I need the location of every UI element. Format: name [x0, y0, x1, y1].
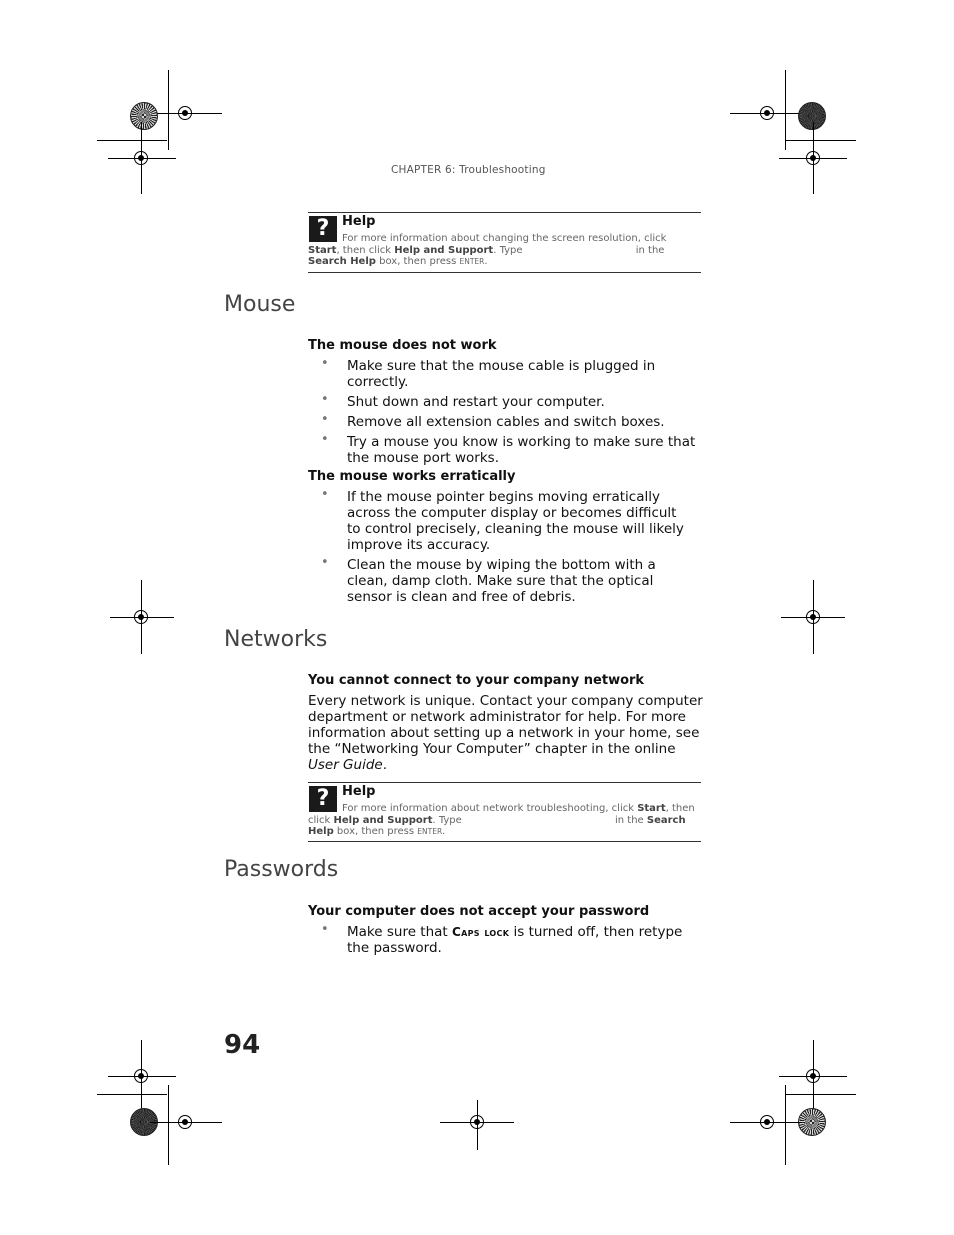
help-text: For more information about network troubleshooting, click Start, then click Help and Support. Type in the Search Help box, then press ENTER.	[308, 803, 695, 837]
subheading: The mouse does not work	[308, 338, 497, 353]
registration-mark-icon	[806, 610, 820, 624]
help-title: Help	[342, 214, 376, 229]
bullet-list	[308, 358, 708, 470]
help-box	[308, 782, 701, 842]
subheading: You cannot connect to your company network	[308, 673, 645, 688]
subheading: Your computer does not accept your password	[308, 904, 650, 919]
color-wheel-icon	[130, 102, 158, 130]
registration-mark-icon	[760, 1115, 774, 1129]
registration-mark-icon	[134, 610, 148, 624]
registration-mark-icon	[178, 106, 192, 120]
bullet-list	[308, 924, 708, 960]
caps-lock-key: Caps lock	[452, 925, 510, 939]
list-item: • Make sure that the mouse cable is plugged in correctly.	[308, 358, 708, 390]
running-head: CHAPTER 6: Troubleshooting	[391, 164, 546, 176]
list-item: • Make sure that Caps lock is turned off, then retype the password.	[308, 924, 708, 956]
section-heading-passwords: Passwords	[224, 857, 339, 882]
question-icon: ?	[309, 786, 337, 812]
list-item: • Shut down and restart your computer.	[308, 394, 708, 410]
registration-mark-icon	[178, 1115, 192, 1129]
list-item: • Remove all extension cables and switch boxes.	[308, 414, 708, 430]
registration-mark-icon	[134, 1069, 148, 1083]
registration-mark-icon	[760, 106, 774, 120]
help-box	[308, 212, 701, 273]
list-item: • If the mouse pointer begins moving erratically across the computer display or becomes difficult to control precisely, cleaning the mouse will likely improve its accuracy.	[308, 489, 708, 553]
page-number: 94	[224, 1030, 261, 1060]
paragraph: Every network is unique. Contact your company computer department or network administrator for help. For more information about setting up a network in your home, see the “Networking Your Computer” chapter in the online User Guide.	[308, 693, 703, 773]
question-icon: ?	[309, 216, 337, 242]
color-wheel-icon	[798, 102, 826, 130]
help-text: For more information about changing the screen resolution, click Start, then click Help and Support. Type in the Search Help box, then press ENTER.	[308, 233, 667, 267]
list-item: • Clean the mouse by wiping the bottom with a clean, damp cloth. Make sure that the optical sensor is clean and free of debris.	[308, 557, 708, 605]
bullet-list	[308, 489, 708, 609]
registration-mark-icon	[806, 1069, 820, 1083]
registration-mark-icon	[470, 1115, 484, 1129]
help-title: Help	[342, 784, 376, 799]
section-heading-mouse: Mouse	[224, 292, 296, 317]
subheading: The mouse works erratically	[308, 469, 516, 484]
section-heading-networks: Networks	[224, 627, 328, 652]
color-wheel-icon	[798, 1108, 826, 1136]
list-item: • Try a mouse you know is working to make sure that the mouse port works.	[308, 434, 708, 466]
